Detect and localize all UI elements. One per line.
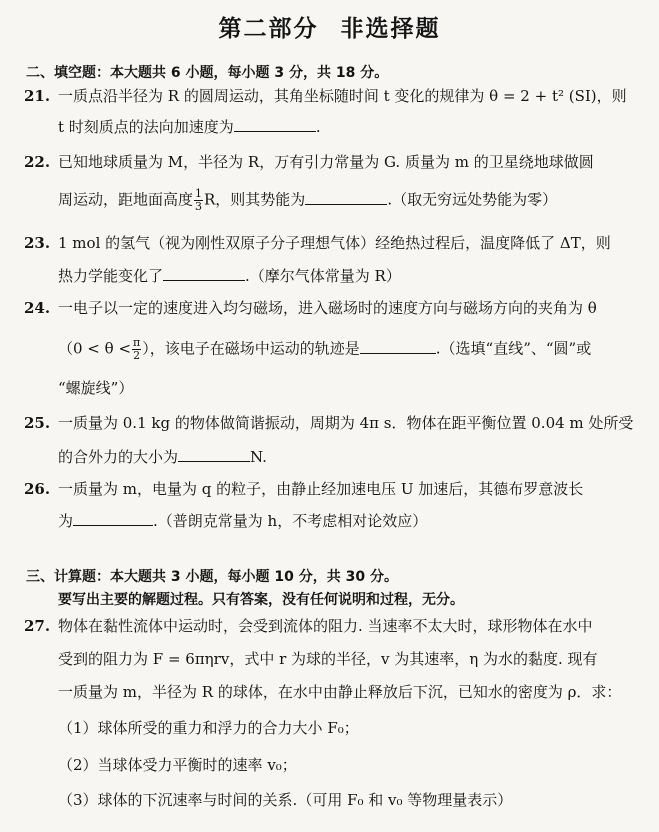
question-22-line2: 周运动，距地面高度 $\frac{1}{3}$ R，则其势能为 .（取无穷远处势能为零） <box>58 187 558 213</box>
answer-blank-23[interactable] <box>163 266 245 281</box>
question-27-sub2: （2）当球体受力平衡时的速率 v₀； <box>58 756 297 774</box>
question-26: 26. 一质量为 m，电量为 q 的粒子，由静止经加速电压 U 加速后，其德布罗意波长 <box>24 480 584 498</box>
answer-blank-21[interactable] <box>234 117 316 132</box>
question-27-sub3: （3）球体的下沉速率与时间的关系.（可用 F₀ 和 v₀ 等物理量表示） <box>58 791 513 809</box>
question-23-line2: 热力学能变化了 .（摩尔气体常量为 R） <box>58 267 401 285</box>
question-25-line2: 的合外力的大小为 N. <box>58 448 267 466</box>
question-27: 27. 物体在黏性流体中运动时，会受到流体的阻力. 当速率不太大时，球形物体在水中 <box>24 617 593 635</box>
answer-blank-26[interactable] <box>73 511 153 526</box>
section3-note: 要写出主要的解题过程。只有答案，没有任何说明和过程，无分。 <box>58 592 464 608</box>
question-21-line2: t 时刻质点的法向加速度为 . <box>58 118 321 136</box>
fraction-pi-over-2: $\frac{\pi}{2}$ <box>133 336 141 362</box>
question-24-line3: “螺旋线”） <box>58 379 134 397</box>
fraction-one-third: $\frac{1}{3}$ <box>195 187 203 213</box>
question-24: 24. 一电子以一定的速度进入均匀磁场，进入磁场时的速度方向与磁场方向的夹角为 θ <box>24 299 597 317</box>
question-27-sub1: （1）球体所受的重力和浮力的合力大小 F₀； <box>58 719 359 737</box>
question-22: 22. 已知地球质量为 M，半径为 R，万有引力常量为 G. 质量为 m 的卫星绕地球做圆 <box>24 153 594 171</box>
page-title <box>0 10 659 43</box>
section3-header: 三、计算题：本大题共 3 小题，每小题 10 分，共 30 分。 <box>26 569 398 585</box>
question-27-line2: 受到的阻力为 F = 6πηrv，式中 r 为球的半径，v 为其速率，η 为水的黏度. 现有 <box>58 650 598 668</box>
question-21: 21. 一质点沿半径为 R 的圆周运动，其角坐标随时间 t 变化的规律为 θ = 2 + t² (SI)，则 <box>24 87 627 105</box>
title-part2: 非选择题 <box>340 16 441 42</box>
question-24-line2: （0 < θ < $\frac{\pi}{2}$ ），该电子在磁场中运动的轨迹是 .（选填“直线”、“圆”或 <box>58 336 592 362</box>
question-25: 25. 一质量为 0.1 kg 的物体做简谐振动，周期为 4π s．物体在距平衡位置 0.04 m 处所受 <box>24 414 634 432</box>
answer-blank-24[interactable] <box>360 339 436 354</box>
question-23: 23. 1 mol 的氢气（视为刚性双原子分子理想气体）经绝热过程后，温度降低了 ΔT，则 <box>24 234 611 252</box>
title-part1: 第二部分 <box>218 16 319 42</box>
question-27-line3: 一质量为 m，半径为 R 的球体，在水中由静止释放后下沉，已知水的密度为 ρ．求： <box>58 683 622 701</box>
question-26-line2: 为 .（普朗克常量为 h，不考虑相对论效应） <box>58 512 428 530</box>
section2-header: 二、填空题：本大题共 6 小题，每小题 3 分，共 18 分。 <box>26 65 389 81</box>
answer-blank-25[interactable] <box>178 447 250 462</box>
answer-blank-22[interactable] <box>305 190 387 205</box>
